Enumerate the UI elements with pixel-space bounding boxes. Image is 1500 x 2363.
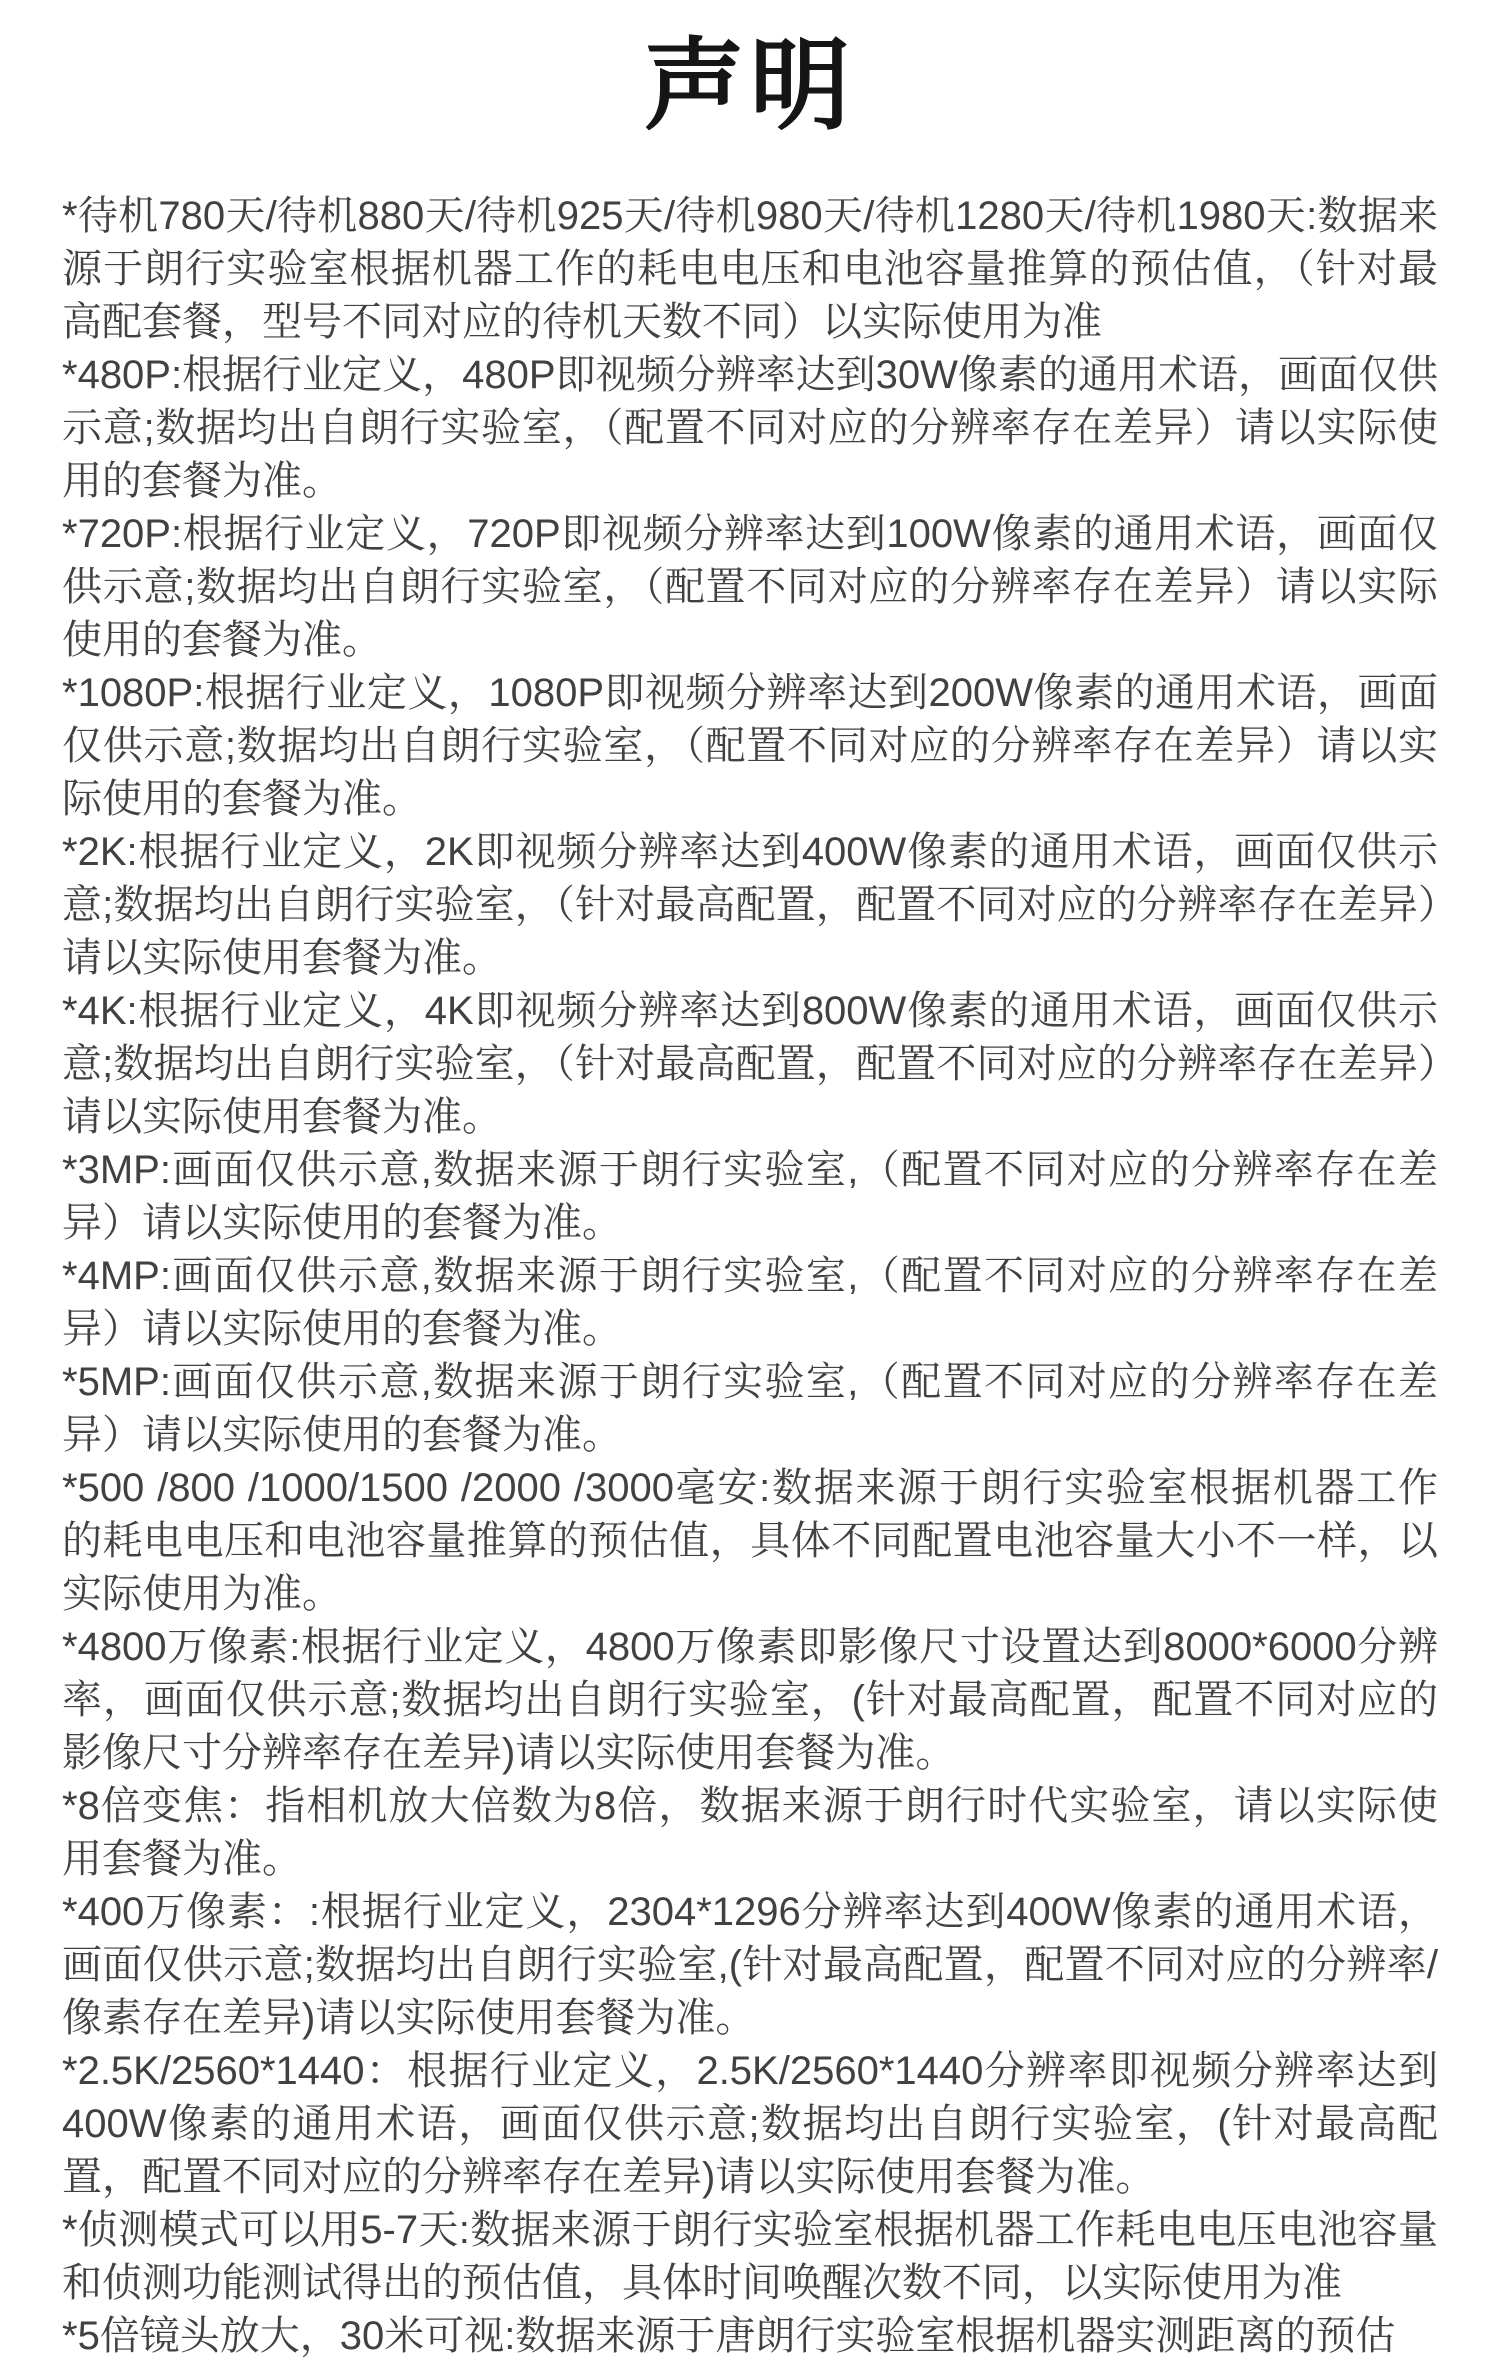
disclaimer-paragraph: *侦测模式可以用5-7天:数据来源于朗行实验室根据机器工作耗电电压电池容量和侦测功能测试得出的预估值，具体时间唤醒次数不同，以实际使用为准 bbox=[62, 2208, 1438, 2305]
disclaimer-paragraph: *待机780天/待机880天/待机925天/待机980天/待机1280天/待机1980天:数据来源于朗行实验室根据机器工作的耗电电压和电池容量推算的预估值，（针对最高配套餐，型号不同对应的待机天数不同）以实际使用为准 bbox=[62, 194, 1438, 344]
disclaimer-paragraph: *500 /800 /1000/1500 /2000 /3000毫安:数据来源于朗行实验室根据机器工作的耗电电压和电池容量推算的预估值，具体不同配置电池容量大小不一样，以实际使用为准。 bbox=[62, 1466, 1438, 1616]
disclaimer-paragraph: *1080P:根据行业定义，1080P即视频分辨率达到200W像素的通用术语，画面仅供示意;数据均出自朗行实验室，（配置不同对应的分辨率存在差异）请以实际使用的套餐为准。 bbox=[62, 671, 1438, 821]
disclaimer-body bbox=[62, 190, 1438, 2363]
disclaimer-paragraph: *480P:根据行业定义，480P即视频分辨率达到30W像素的通用术语，画面仅供示意;数据均出自朗行实验室，（配置不同对应的分辨率存在差异）请以实际使用的套餐为准。 bbox=[62, 353, 1438, 503]
disclaimer-paragraph: *4K:根据行业定义，4K即视频分辨率达到800W像素的通用术语，画面仅供示意;数据均出自朗行实验室，（针对最高配置，配置不同对应的分辨率存在差异）请以实际使用套餐为准。 bbox=[62, 989, 1438, 1139]
disclaimer-paragraph: *4800万像素:根据行业定义，4800万像素即影像尺寸设置达到8000*6000分辨率，画面仅供示意;数据均出自朗行实验室，(针对最高配置，配置不同对应的影像尺寸分辨率存在差异)请以实际使用套餐为准。 bbox=[62, 1625, 1438, 1775]
disclaimer-paragraph: *8倍变焦：指相机放大倍数为8倍，数据来源于朗行时代实验室，请以实际使用套餐为准。 bbox=[62, 1784, 1438, 1881]
disclaimer-paragraph: *3MP:画面仅供示意,数据来源于朗行实验室,（配置不同对应的分辨率存在差异）请以实际使用的套餐为准。 bbox=[62, 1148, 1438, 1245]
disclaimer-paragraph: *5MP:画面仅供示意,数据来源于朗行实验室,（配置不同对应的分辨率存在差异）请以实际使用的套餐为准。 bbox=[62, 1360, 1438, 1457]
disclaimer-paragraph: *4MP:画面仅供示意,数据来源于朗行实验室,（配置不同对应的分辨率存在差异）请以实际使用的套餐为准。 bbox=[62, 1254, 1438, 1351]
disclaimer-paragraph: *400万像素：:根据行业定义，2304*1296分辨率达到400W像素的通用术语，画面仅供示意;数据均出自朗行实验室,(针对最高配置，配置不同对应的分辨率/像素存在差异)请以实际使用套餐为准。 bbox=[62, 1890, 1438, 2040]
disclaimer-paragraph: *720P:根据行业定义，720P即视频分辨率达到100W像素的通用术语，画面仅供示意;数据均出自朗行实验室，（配置不同对应的分辨率存在差异）请以实际使用的套餐为准。 bbox=[62, 512, 1438, 662]
disclaimer-paragraph: *2.5K/2560*1440：根据行业定义，2.5K/2560*1440分辨率即视频分辨率达到400W像素的通用术语，画面仅供示意;数据均出自朗行实验室，(针对最高配置，配置不同对应的分辨率存在差异)请以实际使用套餐为准。 bbox=[62, 2049, 1438, 2199]
disclaimer-paragraph: *5倍镜头放大，30米可视:数据来源于唐朗行实验室根据机器实测距离的预估 bbox=[62, 2314, 1396, 2358]
page-title: 声明 bbox=[644, 30, 856, 142]
disclaimer-paragraph: *2K:根据行业定义，2K即视频分辨率达到400W像素的通用术语，画面仅供示意;数据均出自朗行实验室，（针对最高配置，配置不同对应的分辨率存在差异）请以实际使用套餐为准。 bbox=[62, 830, 1438, 980]
